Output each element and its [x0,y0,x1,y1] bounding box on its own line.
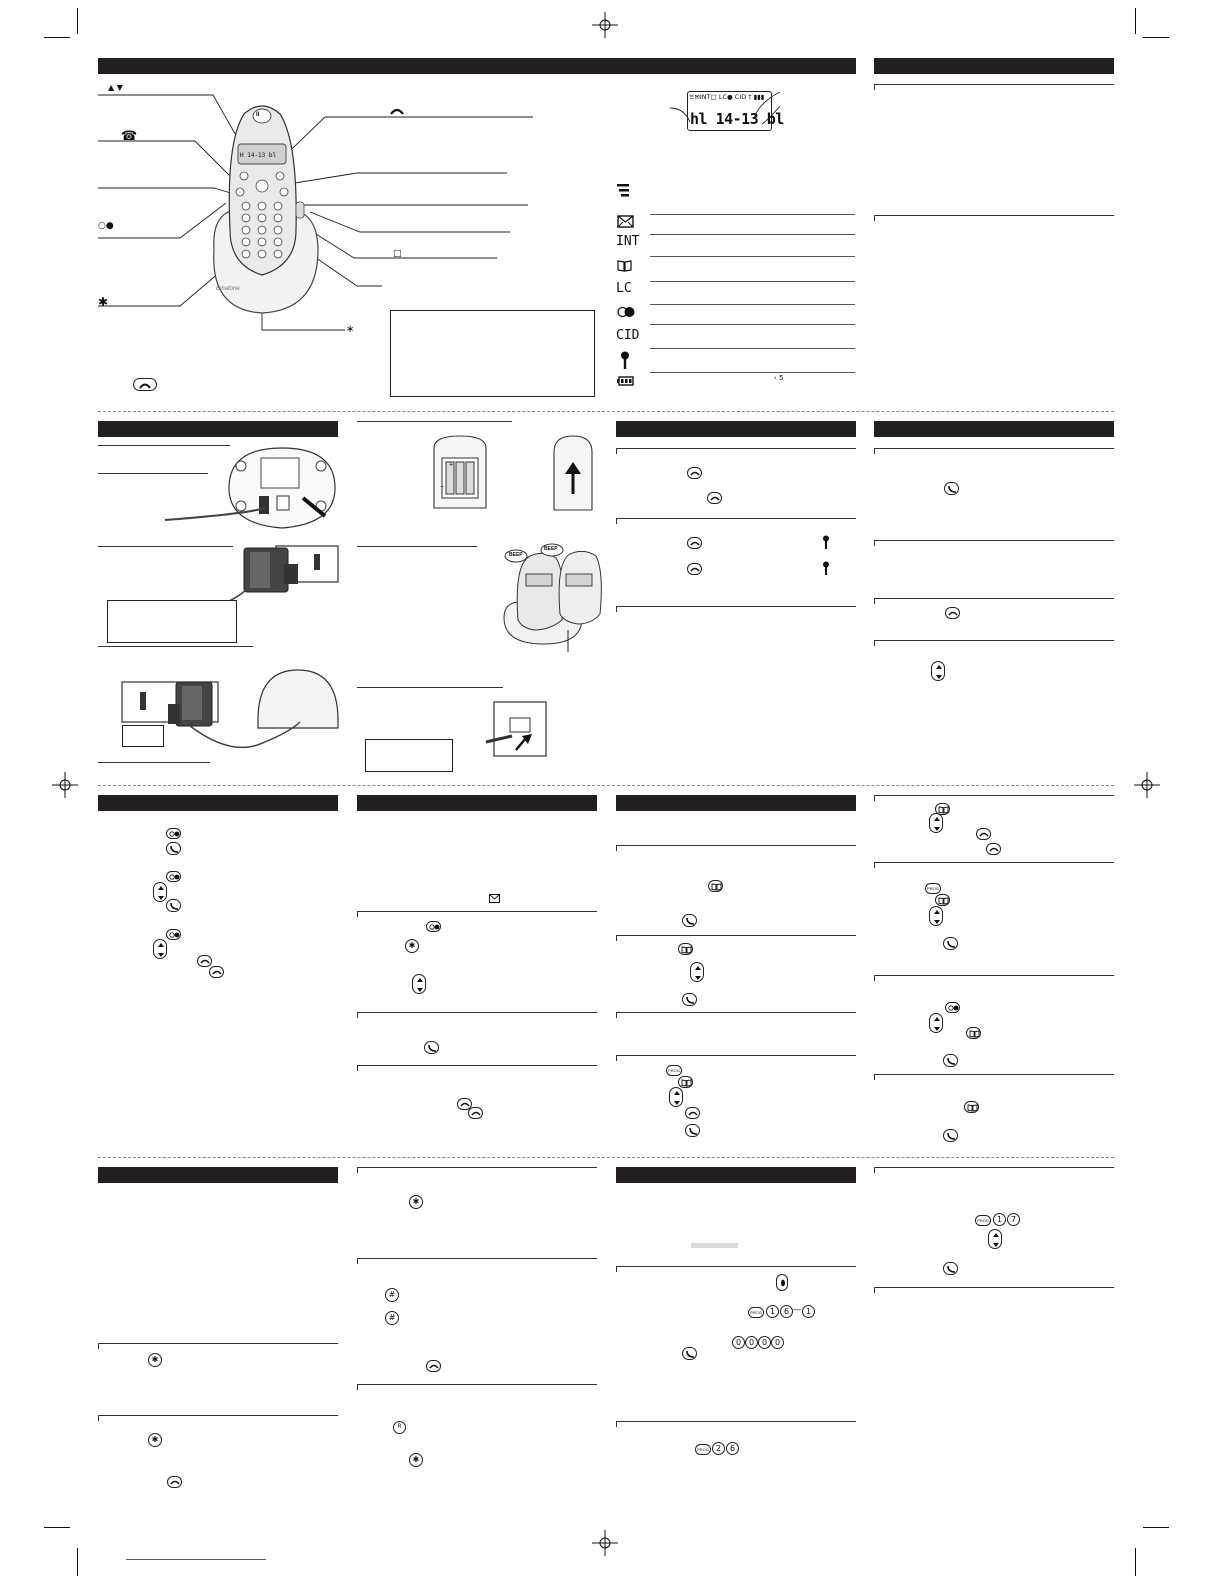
prog-key-icon: PROG [748,1307,764,1318]
end-call-button-icon [133,378,157,391]
talk-key-icon [943,1129,958,1142]
up-down-arrows-callout: ▲ ▼ [108,83,123,92]
mute-key-icon [945,1002,960,1013]
header-bar-row3-col3 [616,795,856,811]
digit-key-2: 2 [712,1442,725,1455]
battery-minus-label: − [440,484,445,491]
end-call-key-icon [976,828,991,840]
scroll-key-icon [929,1013,943,1033]
cid-text: CID [616,328,640,343]
star-key-icon: ✱ [148,1353,162,1367]
end-call-key-icon [209,966,224,978]
mute-key-icon [426,921,441,932]
star-key-icon: ✱ [148,1433,162,1447]
phonebook-key-icon [966,1027,981,1039]
mute-icon: ○● [98,221,114,231]
scroll-key-icon [412,974,426,994]
end-call-key-icon [167,1476,182,1488]
scroll-key-icon [153,939,167,959]
phonebook-key-icon [935,803,950,815]
battery-cover-illustration [548,432,598,514]
star-small-icon: ∗ [346,324,355,335]
base-brand-label: Binatone [216,286,240,292]
talk-key-icon [166,899,181,912]
star-icon: ✱ [98,295,109,309]
grey-highlight-bar [691,1243,738,1248]
charger-pod-illustration [120,660,350,772]
scroll-key-icon [669,1087,683,1107]
talk-key-icon [682,1347,697,1360]
phonebook-key-icon [708,880,723,892]
scroll-key-icon [988,1229,1002,1249]
sequence-dash: — [793,1305,801,1314]
star-key-icon: ✱ [405,939,419,953]
prog-key-icon: PROG [695,1444,711,1455]
scroll-key-icon [690,962,704,982]
handset-top-button-label: II [256,112,260,118]
digit-key-0: 0 [745,1336,758,1349]
page-separator-1 [98,411,1114,412]
digit-key-6: 6 [726,1442,739,1455]
recall-key-icon: R [393,1421,406,1434]
int-text: INT [616,234,640,249]
lcd-callout-lines [668,86,788,138]
phonebook-key-icon [678,1076,693,1088]
key-inline-icon [822,535,830,550]
scroll-key-icon [929,906,943,926]
handsets-charging-illustration [500,544,605,654]
end-call-key-icon [685,1107,700,1119]
page-separator-2 [98,785,1114,786]
footer-link-rule [126,1559,266,1560]
message-inline-icon [489,894,500,903]
registration-mark-left [50,772,80,798]
talk-key-icon [166,842,181,855]
digit-key-0: 0 [771,1336,784,1349]
lc-text: LC [616,281,632,296]
lcd-icon-row: ≡✉INT□ LC● CID † ▮▮▮ [689,93,765,101]
phone-line-socket-illustration [486,700,548,760]
header-bar-row2-col3 [616,421,856,437]
end-call-key-icon [197,955,212,967]
base-unit-rear-illustration [225,444,340,532]
paging-key-icon [776,1274,788,1291]
signal-icon [616,183,630,199]
charger-note-box [122,725,164,747]
beep-label-2: BEEP [544,546,558,552]
digit-key-1: 1 [993,1213,1006,1226]
talk-key-icon [943,1054,958,1067]
digit-key-0: 0 [732,1336,745,1349]
end-call-key-icon [707,492,722,504]
phonebook-key-icon [964,1101,979,1113]
header-bar-top-right [874,58,1114,74]
phonebook-callout-icon: □ [393,249,402,259]
digit-key-1: 1 [766,1305,779,1318]
lcd-digits: hl 14-13 bl [690,110,784,128]
star-key-icon: ✱ [409,1453,423,1467]
mute-key-icon [166,828,181,839]
hash-key-icon: # [385,1288,399,1302]
key-icon [620,351,630,370]
end-call-key-icon [986,843,1001,855]
end-call-key-icon [687,563,702,575]
mute-icon-legend [617,306,636,318]
page-separator-3 [98,1157,1114,1158]
header-bar-row3-col1 [98,795,338,811]
scroll-key-icon [931,661,945,681]
phonebook-key-icon [935,894,950,906]
prog-key-icon: PROG [925,883,941,894]
talk-key-icon [682,914,697,927]
star-key-icon: ✱ [409,1195,423,1209]
note-box [390,310,595,397]
battery-plus-label: + [449,462,454,469]
registration-mark-right [1132,772,1162,798]
digit-key-6: 6 [780,1305,793,1318]
battery-icon [617,376,635,386]
beep-label-1: BEEP [509,552,523,558]
header-bar-row3-col2 [357,795,597,811]
power-adaptor-socket-illustration [210,540,340,608]
digit-key-7: 7 [1007,1213,1020,1226]
header-bar-row4-col1 [98,1167,338,1183]
scroll-key-icon [929,813,943,833]
end-call-key-icon [468,1107,483,1119]
talk-key-icon [943,1262,958,1275]
header-bar-row2-col4 [874,421,1114,437]
talk-key-icon [685,1124,700,1137]
legend-note: ‹ 5 [774,374,784,382]
header-bar-row4-col3 [616,1167,856,1183]
registration-mark-bottom [590,1530,620,1556]
talk-key-icon [424,1041,439,1054]
talk-key-icon [944,482,959,495]
digit-key-1: 1 [802,1305,815,1318]
safety-note-box [107,600,237,643]
phonebook-key-icon [678,943,693,955]
prog-key-icon: PROG [975,1215,991,1226]
scroll-key-icon [153,882,167,902]
phonebook-icon [617,259,632,272]
header-bar-installation [98,421,338,437]
key-inline-icon [822,561,830,576]
mute-key-icon [166,871,181,882]
talk-key-icon [682,993,697,1006]
hash-key-icon: # [385,1311,399,1325]
end-call-key-icon [687,537,702,549]
line-note-box [365,739,453,772]
prog-key-icon: PROG [666,1065,682,1076]
talk-icon: ☎ [121,129,138,144]
end-call-key-icon [426,1360,441,1372]
end-call-key-icon [687,467,702,479]
talk-key-icon [943,937,958,950]
handset-screen-text: H 14-13 bl [240,152,277,159]
end-call-key-icon [945,607,960,619]
battery-compartment-illustration [428,432,493,512]
digit-key-0: 0 [758,1336,771,1349]
message-icon [617,215,634,228]
handset-on-base-illustration [200,100,330,315]
mute-key-icon [166,929,181,940]
